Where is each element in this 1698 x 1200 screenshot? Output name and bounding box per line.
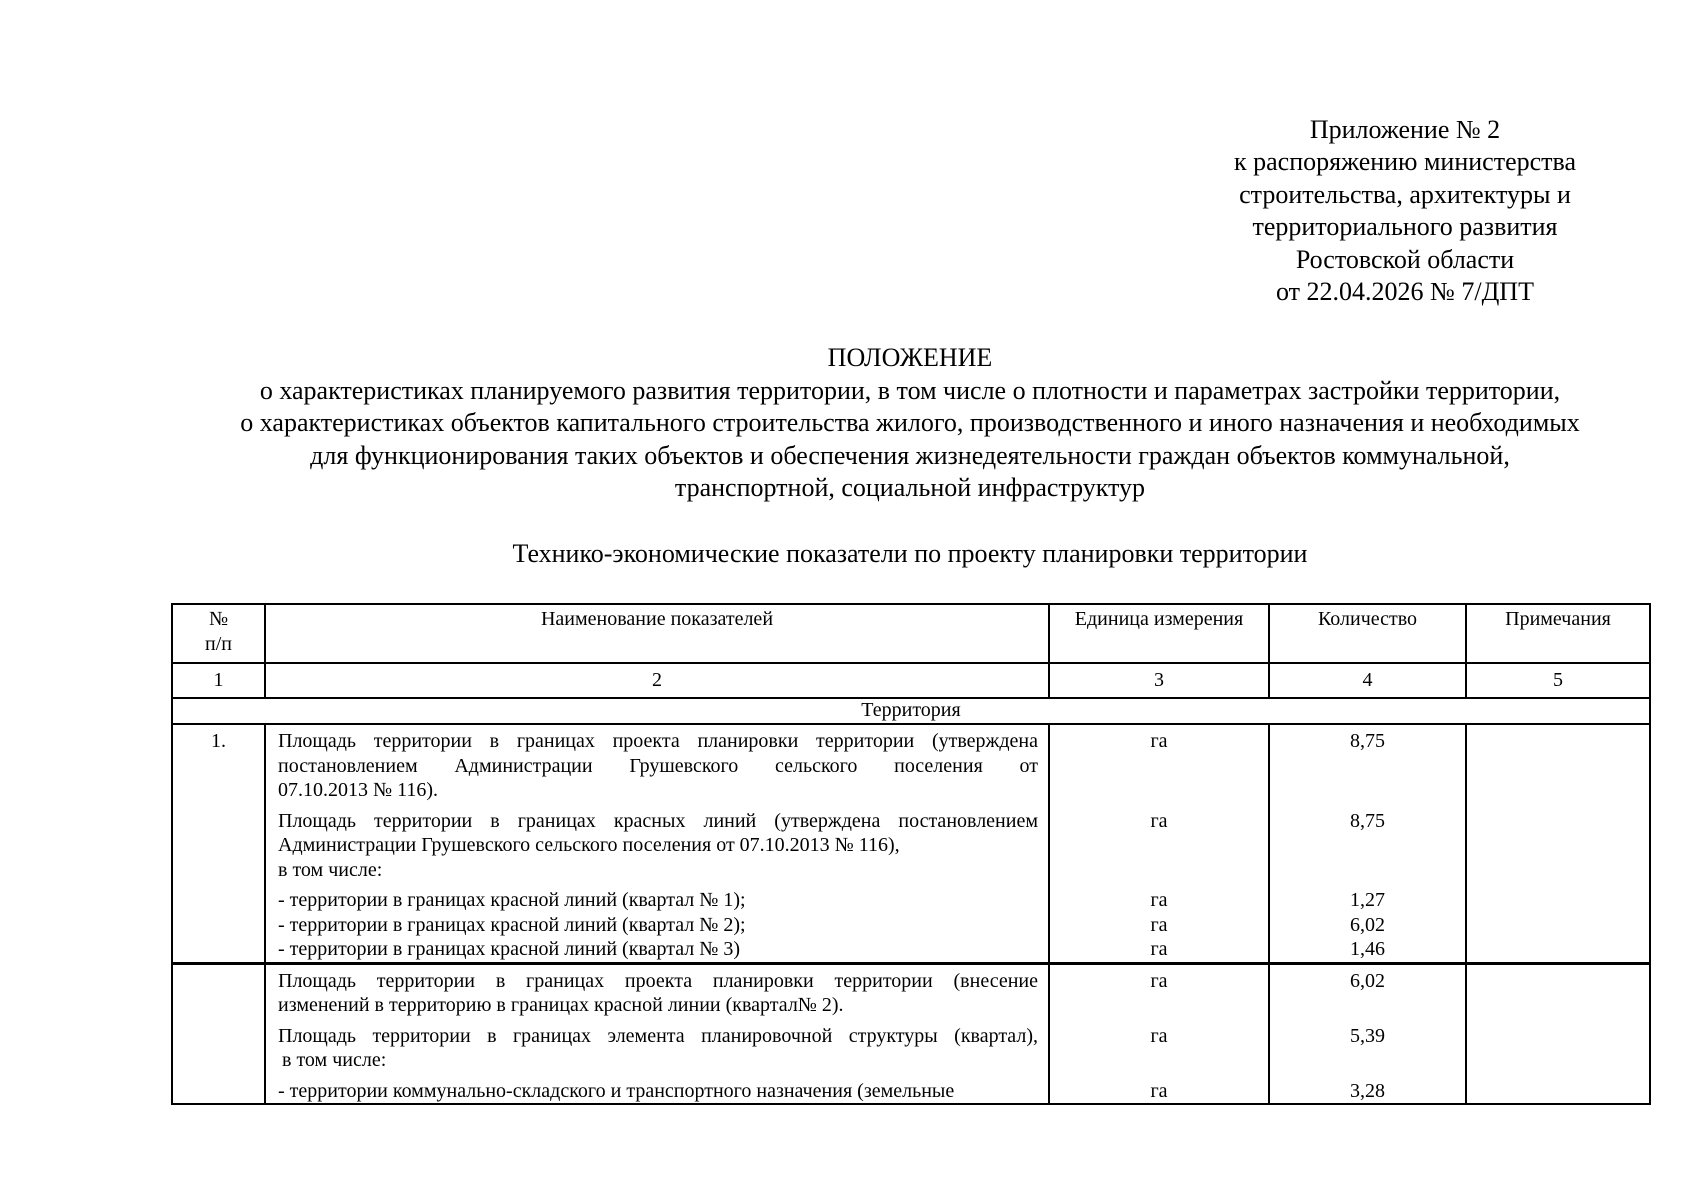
document-heading — [150, 342, 1670, 505]
unit-value: га — [1150, 1079, 1168, 1102]
qty-value: 6,02 — [1350, 969, 1385, 992]
heading-line: для функционирования таких объектов и обеспечения жизнедеятельности граждан объектов коммунальной, — [310, 440, 1510, 470]
col-number: 3 — [1049, 663, 1269, 698]
header-unit: Единица измерения — [1049, 604, 1269, 663]
table-row — [172, 963, 1650, 1104]
header-num-line: № — [208, 608, 229, 630]
text-line: - территории в границах красной линий (квартал № 1); — [278, 889, 746, 911]
text-line: - территории в границах красной линий (квартал № 3) — [278, 938, 740, 960]
unit-value: га — [1150, 938, 1168, 960]
text-line: - территории коммунально-складского и транспортного назначения (земельные — [278, 1079, 955, 1102]
header-num — [172, 604, 265, 663]
section-title: Территория — [172, 698, 1650, 724]
text-line: в том числе: — [278, 858, 383, 881]
appendix-line: к распоряжению министерства — [1233, 147, 1576, 177]
column-number-row — [172, 663, 1650, 698]
appendix-line: от 22.04.2026 № 7/ДПТ — [1276, 277, 1534, 307]
text-line: - территории в границах красной линий (квартал № 2); — [278, 913, 746, 936]
unit-cell — [1049, 724, 1269, 963]
unit-value: га — [1150, 969, 1168, 992]
table-row — [172, 724, 1650, 963]
header-qty: Количество — [1269, 604, 1466, 663]
row-number — [172, 963, 265, 1104]
qty-cell — [1269, 963, 1466, 1104]
qty-cell — [1269, 724, 1466, 963]
header-name: Наименование показателей — [265, 604, 1049, 663]
text-line: Площадь территории в границах элемента планировочной структуры (квартал), — [278, 1024, 1038, 1047]
unit-value: га — [1150, 809, 1168, 832]
indicators-table — [171, 603, 1651, 1105]
heading-line: о характеристиках планируемого развития территории, в том числе о плотности и параметрах застройки территории, — [259, 375, 1561, 405]
text-line: изменений в территорию в границах красной линии (квартал№ 2). — [278, 994, 844, 1016]
table-header-row — [172, 604, 1650, 663]
unit-value: га — [1150, 889, 1168, 911]
row-number: 1. — [172, 724, 265, 963]
appendix-line: строительства, архитектуры и — [1239, 179, 1571, 209]
text-line: постановлением Администрации Грушевского сельского поселения от — [278, 754, 1038, 777]
heading-title: ПОЛОЖЕНИЕ — [827, 343, 993, 372]
unit-value: га — [1150, 913, 1168, 936]
indicator-name — [265, 963, 1049, 1104]
text-line: Площадь территории в границах проекта планировки территории (внесение — [278, 969, 1038, 992]
qty-value: 1,46 — [1350, 938, 1385, 960]
text-line: в том числе: — [282, 1049, 387, 1071]
appendix-line: Приложение № 2 — [1309, 115, 1501, 144]
qty-value: 3,28 — [1350, 1079, 1385, 1102]
appendix-line: территориального развития — [1252, 212, 1558, 242]
col-number: 2 — [265, 663, 1049, 698]
qty-value: 8,75 — [1350, 809, 1385, 832]
qty-value: 1,27 — [1350, 889, 1385, 911]
qty-value: 8,75 — [1350, 730, 1385, 752]
text-line: Площадь территории в границах красных линий (утверждена постановлением — [278, 809, 1038, 832]
note-cell — [1466, 963, 1650, 1104]
col-number: 1 — [172, 663, 265, 698]
qty-value: 6,02 — [1350, 913, 1385, 936]
indicator-name — [265, 724, 1049, 963]
qty-value: 5,39 — [1350, 1024, 1385, 1047]
unit-value: га — [1150, 730, 1168, 752]
unit-cell — [1049, 963, 1269, 1104]
text-line: Площадь территории в границах проекта планировки территории (утверждена — [278, 730, 1038, 752]
table-caption: Технико-экономические показатели по проекту планировки территории — [512, 539, 1308, 568]
section-row — [172, 698, 1650, 724]
col-number: 5 — [1466, 663, 1650, 698]
note-cell — [1466, 724, 1650, 963]
header-num-line: п/п — [205, 632, 232, 655]
unit-value: га — [1150, 1024, 1168, 1047]
text-line: Администрации Грушевского сельского поселения от 07.10.2013 № 116), — [278, 834, 900, 856]
appendix-block — [1185, 114, 1625, 308]
heading-line: транспортной, социальной инфраструктур — [674, 473, 1146, 502]
heading-line: о характеристиках объектов капитального строительства жилого, производственного и иного назначения и необходимых — [240, 408, 1580, 437]
appendix-line: Ростовской области — [1295, 244, 1515, 274]
header-note: Примечания — [1466, 604, 1650, 663]
col-number: 4 — [1269, 663, 1466, 698]
text-line: 07.10.2013 № 116). — [278, 779, 438, 801]
